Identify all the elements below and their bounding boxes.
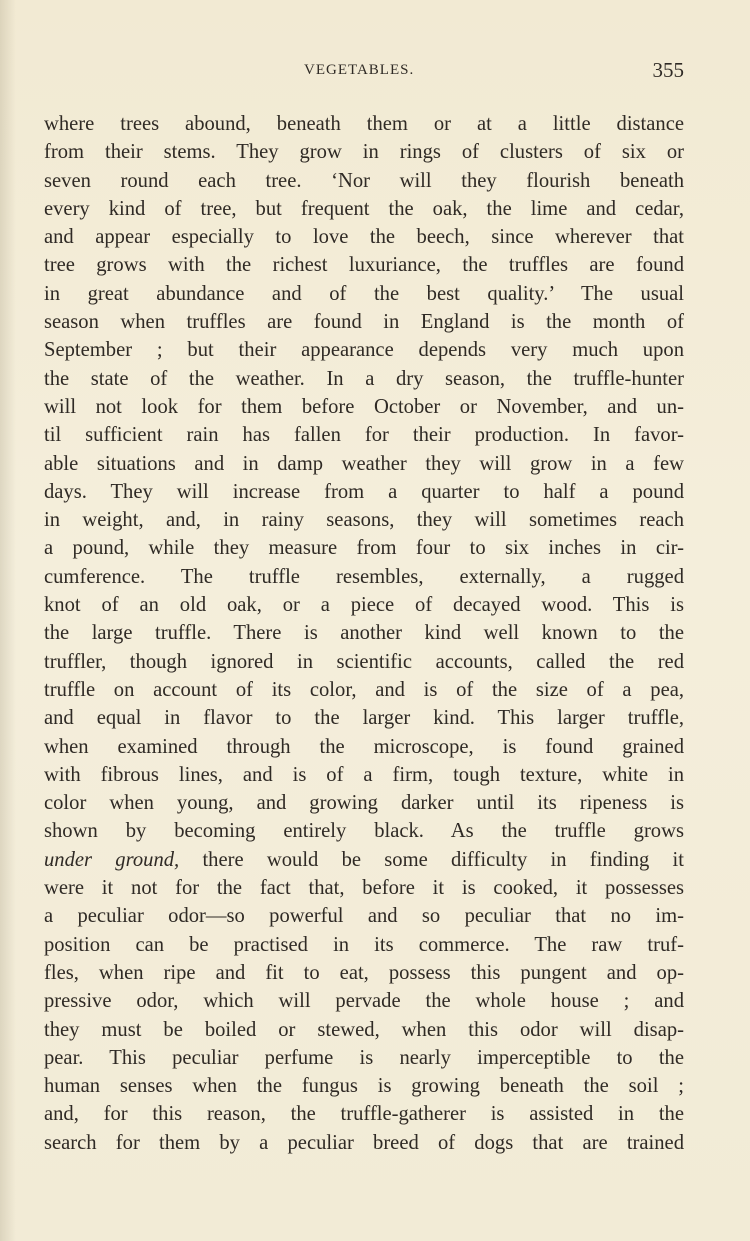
text-line: a peculiar odor—so powerful and so peculiar that no im- [44,905,684,928]
running-title: VEGETABLES. [304,62,415,78]
text-line: the state of the weather. In a dry season, the truffle-hunter [44,367,684,390]
running-head [44,58,684,86]
text-line: human senses when the fungus is growing beneath the soil ; [44,1075,684,1098]
text-line: cumference. The truffle resembles, externally, a rugged [44,565,684,588]
body-text [44,110,684,1157]
text-line: seven round each tree. ‘Nor will they flourish beneath [44,169,684,192]
text-line: tree grows with the richest luxuriance, the truffles are found [44,254,684,277]
text-line: search for them by a peculiar breed of dogs that are trained [44,1131,684,1154]
text-line: where trees abound, beneath them or at a little distance [44,113,684,135]
italic-phrase: under ground, [44,848,180,871]
text-line: position can be practised in its commerce. The raw truf- [44,933,684,956]
text-line: will not look for them before October or November, and un- [44,395,684,418]
text-line: when examined through the microscope, is found grained [44,735,684,758]
text-line: and appear especially to love the beech, since wherever that [44,226,684,249]
text-line: fles, when ripe and fit to eat, possess this pungent and op- [44,961,684,984]
text-line: pressive odor, which will pervade the whole house ; and [44,990,684,1013]
text-line: shown by becoming entirely black. As the truffle grows [44,820,684,843]
text-line: til sufficient rain has fallen for their production. In favor- [44,424,684,447]
text-line-with-italic [44,846,684,874]
text-line: season when truffles are found in England is the month of [44,311,684,334]
text-line: knot of an old oak, or a piece of decayed wood. This is [44,594,684,617]
line-remainder: there would be some difficulty in finding it [179,848,684,871]
text-line: and, for this reason, the truffle-gatherer is assisted in the [44,1103,684,1126]
page-number: 355 [652,58,684,82]
text-line: from their stems. They grow in rings of clusters of six or [44,141,684,164]
text-line: pear. This peculiar perfume is nearly imperceptible to the [44,1046,684,1069]
text-line: truffler, though ignored in scientific accounts, called the red [44,650,684,673]
text-line: days. They will increase from a quarter to half a pound [44,480,684,503]
text-line: able situations and in damp weather they will grow in a few [44,452,684,475]
text-line: with fibrous lines, and is of a firm, tough texture, white in [44,763,684,786]
text-line: and equal in flavor to the larger kind. This larger truffle, [44,707,684,730]
text-line: September ; but their appearance depends very much upon [44,339,684,362]
text-line: were it not for the fact that, before it is cooked, it possesses [44,877,684,900]
text-line: every kind of tree, but frequent the oak, the lime and cedar, [44,197,684,220]
text-line: in weight, and, in rainy seasons, they will sometimes reach [44,509,684,532]
text-line: in great abundance and of the best quality.’ The usual [44,282,684,305]
text-line: they must be boiled or stewed, when this odor will disap- [44,1018,684,1041]
text-line: the large truffle. There is another kind well known to the [44,622,684,645]
text-line: a pound, while they measure from four to six inches in cir- [44,537,684,560]
text-line: color when young, and growing darker until its ripeness is [44,792,684,815]
text-line: truffle on account of its color, and is of the size of a pea, [44,678,684,701]
